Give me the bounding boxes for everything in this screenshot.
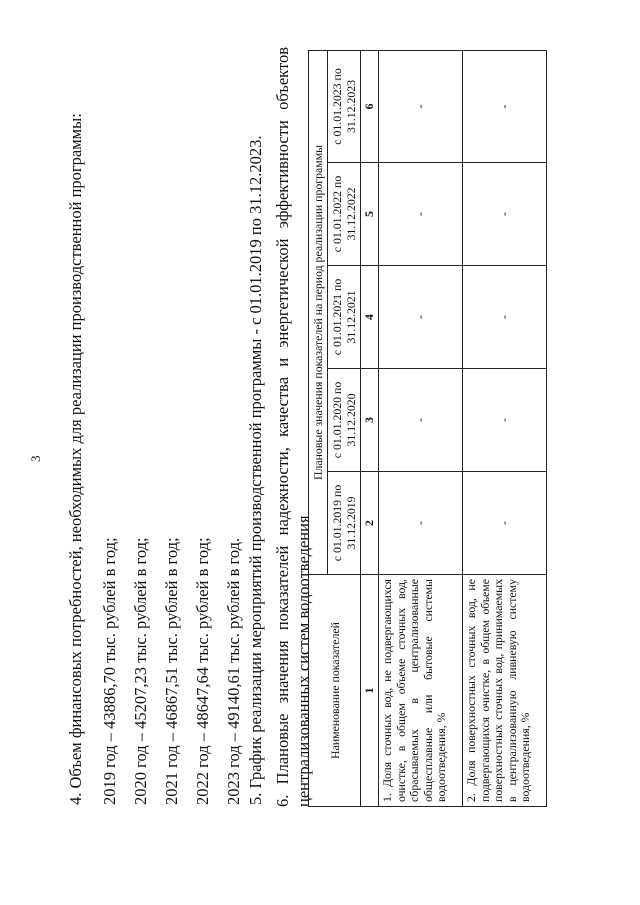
indicators-table (308, 50, 547, 807)
period-header: с 01.01.2021 по 31.12.2021 (328, 266, 361, 369)
indicator-value: - (379, 163, 463, 266)
indicator-value: - (379, 266, 463, 369)
period-header: с 01.01.2019 по 31.12.2019 (328, 472, 361, 575)
column-number: 4 (361, 266, 379, 369)
indicator-value: - (463, 50, 547, 162)
indicator-value: - (379, 50, 463, 162)
period-header: с 01.01.2023 по 31.12.2023 (328, 50, 361, 162)
section4-heading: 4. Объем финансовых потребностей, необходимых для реализации производственной программы: (66, 113, 85, 805)
page-number: 3 (28, 455, 43, 462)
column-number: 6 (361, 50, 379, 162)
column-number-row (361, 50, 379, 806)
column-number: 1 (361, 575, 379, 807)
finance-2019: 2019 год – 43886,70 тыс. рублей в год; (100, 537, 119, 805)
finance-2020: 2020 год – 45207,23 тыс. рублей в год; (131, 537, 150, 805)
section5-text: 5. График реализации мероприятий производственной программы - с 01.01.2019 по 31.12.2023. (246, 135, 265, 805)
finance-2021: 2021 год – 46867,51 тыс. рублей в год; (162, 537, 181, 805)
finance-2022: 2022 год – 48647,64 тыс. рублей в год; (193, 537, 212, 805)
period-header: с 01.01.2020 по 31.12.2020 (328, 369, 361, 472)
indicator-value: - (463, 266, 547, 369)
indicator-value: - (379, 369, 463, 472)
period-header: с 01.01.2022 по 31.12.2022 (328, 163, 361, 266)
table-row (463, 50, 547, 806)
finance-2023: 2023 год – 49140,61 тыс. рублей в год. (224, 537, 243, 805)
indicator-name: 2. Доля поверхностных сточных вод, не подвергающихся очистке, в общем объеме поверхностных сточных вод, принимаемых в централизованную ливневую систему водоотведения, % (463, 575, 547, 807)
table-row (379, 50, 463, 806)
indicator-value: - (463, 369, 547, 472)
table-header-row (309, 50, 328, 806)
name-column-header: Наименование показателей (309, 575, 361, 807)
indicator-value: - (379, 472, 463, 575)
section6-heading: 6. Плановые значения показателей надежности, качества и энергетической эффективности объектов централизованных систем водоотведения (273, 47, 313, 807)
indicator-value: - (463, 472, 547, 575)
indicator-name: 1. Доля сточных вод, не подвергающихся очистке, в общем объеме сточных вод, сбрасываемых в централизованные общесплавные или бытовые системы водоотведения, % (379, 575, 463, 807)
indicator-value: - (463, 163, 547, 266)
plan-values-header: Плановые значения показателей на период реализации программы (309, 50, 328, 574)
column-number: 5 (361, 163, 379, 266)
column-number: 3 (361, 369, 379, 472)
column-number: 2 (361, 472, 379, 575)
